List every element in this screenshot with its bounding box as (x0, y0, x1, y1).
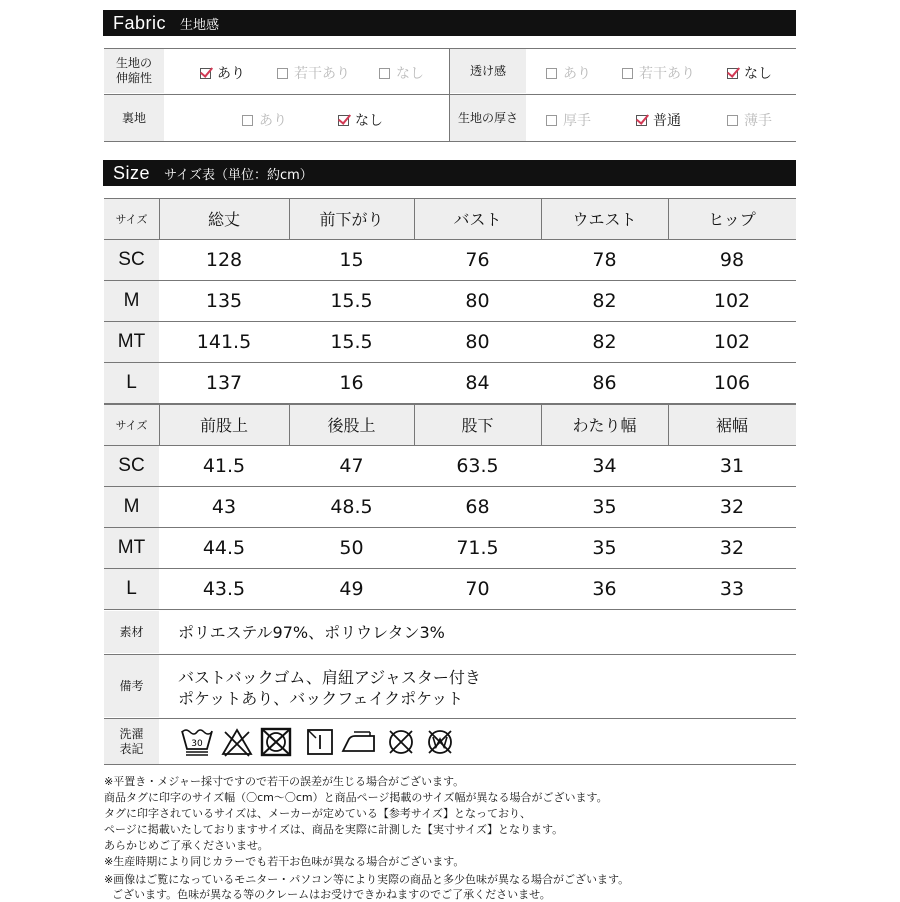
measurement-cell: 41.5 (202, 454, 246, 477)
column-header: 裾幅 (715, 416, 748, 435)
stretch-option-no: なし (379, 63, 424, 83)
measurement-cell: 35 (592, 536, 617, 559)
measurement-cell: 34 (592, 454, 617, 477)
measurement-cell: 33 (719, 577, 745, 600)
measurement-cell: 47 (339, 454, 364, 477)
checkbox-empty-icon (727, 115, 738, 126)
measurement-cell: 84 (465, 371, 490, 394)
note-line: 商品タグに印字のサイズ幅（〇cm〜〇cm）と商品ページ掲載のサイズ幅が異なる場合がございます。 (104, 791, 608, 804)
fabric-grid-line (104, 141, 796, 142)
measurement-cell: 35 (592, 495, 617, 518)
measurement-cell: 78 (592, 248, 617, 271)
measurement-cell: 80 (465, 289, 490, 312)
transparency-option-yes: あり (546, 63, 591, 83)
transparency-option-slight: 若干あり (622, 63, 695, 83)
size-label: L (126, 577, 137, 599)
size-label: SC (118, 248, 145, 270)
column-header: 前股上 (199, 416, 248, 435)
column-header: 股下 (461, 416, 494, 435)
measurement-cell: 43.5 (202, 577, 246, 600)
measurement-cell: 82 (592, 330, 617, 353)
note-line: あらかじめご了承くださいませ。 (104, 839, 269, 852)
note-line: ※生産時期により同じカラーでも若干お色味が異なる場合がございます。 (104, 855, 465, 868)
measurement-cell: 49 (339, 577, 364, 600)
checkbox-empty-icon (546, 68, 557, 79)
measurement-cell: 102 (713, 330, 751, 353)
measurement-cell: 32 (719, 536, 745, 559)
no-wet-clean-icon (423, 727, 457, 757)
measurement-cell: 128 (205, 248, 243, 271)
measurement-cell: 15.5 (330, 330, 373, 353)
checkbox-checked-icon (636, 115, 647, 126)
measurement-cell: 16 (339, 371, 364, 394)
size-header-label: サイズ (115, 418, 148, 432)
measurement-cell: 82 (592, 289, 617, 312)
note-line: ※平置き・メジャー採寸ですので若干の誤差が生じる場合がございます。 (104, 775, 465, 788)
fabric-title-en: Fabric (113, 12, 167, 33)
measurement-cell: 76 (465, 248, 490, 271)
transparency-option-no: なし (727, 63, 772, 83)
size-label: MT (117, 330, 146, 352)
size-header-label: サイズ (115, 212, 148, 226)
measurement-cell: 48.5 (330, 495, 373, 518)
line-dry-shade-icon (302, 727, 336, 757)
measurement-cell: 71.5 (456, 536, 499, 559)
material-value: ポリエステル97%、ポリウレタン3% (178, 623, 445, 642)
iron-low-icon (340, 727, 380, 757)
washing-label: 洗濯 表記 (119, 726, 144, 756)
measurement-cell: 137 (205, 371, 243, 394)
column-header: わたり幅 (572, 416, 637, 435)
stretch-label: 生地の 伸縮性 (115, 56, 152, 85)
measurement-cell: 36 (592, 577, 617, 600)
column-header: ウエスト (572, 210, 637, 229)
checkbox-empty-icon (622, 68, 633, 79)
column-header: バスト (453, 210, 502, 229)
column-header: 総丈 (207, 210, 240, 229)
measurement-cell: 43 (211, 495, 237, 518)
measurement-cell: 32 (719, 495, 745, 518)
lining-label: 裏地 (121, 110, 146, 125)
thickness-option-normal: 普通 (636, 110, 681, 130)
measurement-cell: 15.5 (330, 289, 373, 312)
size-label: MT (117, 536, 146, 558)
material-label: 素材 (119, 624, 144, 639)
checkbox-empty-icon (242, 115, 253, 126)
no-dry-clean-icon (384, 727, 418, 757)
checkbox-empty-icon (277, 68, 288, 79)
measurement-cell: 68 (465, 495, 490, 518)
checkbox-checked-icon (338, 115, 349, 126)
measurement-cell: 50 (339, 536, 364, 559)
svg-text:30: 30 (191, 739, 203, 749)
size-title-jp: サイズ表（単位：約cm） (164, 167, 313, 183)
lining-option-yes: あり (242, 110, 287, 130)
note-line: ※画像はご覧になっているモニター・パソコン等により実際の商品と多少色味が異なる場合がございます。 (104, 873, 630, 886)
size-label: M (123, 289, 140, 311)
remarks-line-2: ポケットあり、バックフェイクポケット (178, 689, 464, 708)
info-grid-line (104, 654, 796, 655)
remarks-label: 備考 (119, 678, 144, 693)
measurement-cell: 135 (205, 289, 243, 312)
measurement-cell: 98 (719, 248, 745, 271)
note-line: タグに印字されているサイズは、メーカーが定めている【参考サイズ】となっており、 (104, 807, 532, 820)
info-grid-line (104, 764, 796, 765)
measurement-cell: 141.5 (196, 330, 252, 353)
remarks-line-1: バストバックゴム、肩紐アジャスター付き (178, 668, 481, 687)
column-header: 前下がり (319, 210, 384, 229)
size-label: SC (118, 454, 145, 476)
size-header (103, 160, 796, 186)
measurement-cell: 70 (465, 577, 490, 600)
no-tumble-dry-icon (259, 727, 293, 757)
checkbox-checked-icon (200, 68, 211, 79)
transparency-label: 透け感 (469, 63, 506, 78)
note-line: ページに掲載いたしておりますサイズは、商品を実際に計測した【実寸サイズ】となります。 (104, 823, 564, 836)
checkbox-empty-icon (546, 115, 557, 126)
size-label: M (123, 495, 140, 517)
column-header: 後股上 (327, 416, 376, 435)
measurement-cell: 31 (719, 454, 745, 477)
stretch-option-yes: あり (200, 63, 245, 83)
lining-option-no: なし (338, 110, 383, 130)
thickness-option-thin: 薄手 (727, 110, 772, 130)
measurement-cell: 86 (592, 371, 617, 394)
no-bleach-icon (220, 727, 254, 757)
measurement-cell: 102 (713, 289, 751, 312)
measurement-cell: 63.5 (456, 454, 499, 477)
info-grid-line (104, 718, 796, 719)
thickness-label: 生地の厚さ (457, 110, 518, 125)
measurement-cell: 80 (465, 330, 490, 353)
fabric-title-jp: 生地感 (180, 17, 220, 33)
wash-30-gentle-icon (180, 727, 214, 757)
stretch-option-slight: 若干あり (277, 63, 350, 83)
size-label: L (126, 371, 137, 393)
checkbox-checked-icon (727, 68, 738, 79)
measurement-cell: 106 (713, 371, 751, 394)
column-header: ヒップ (708, 210, 756, 229)
fabric-header (103, 10, 796, 36)
size-title-en: Size (113, 162, 151, 183)
note-line: ございます。色味が異なる等のクレームはお受けできかねますのでご了承くださいませ。 (112, 888, 551, 901)
measurement-cell: 15 (339, 248, 364, 271)
checkbox-empty-icon (379, 68, 390, 79)
measurement-cell: 44.5 (202, 536, 246, 559)
thickness-option-thick: 厚手 (546, 110, 591, 130)
table-grid-line (104, 609, 796, 610)
